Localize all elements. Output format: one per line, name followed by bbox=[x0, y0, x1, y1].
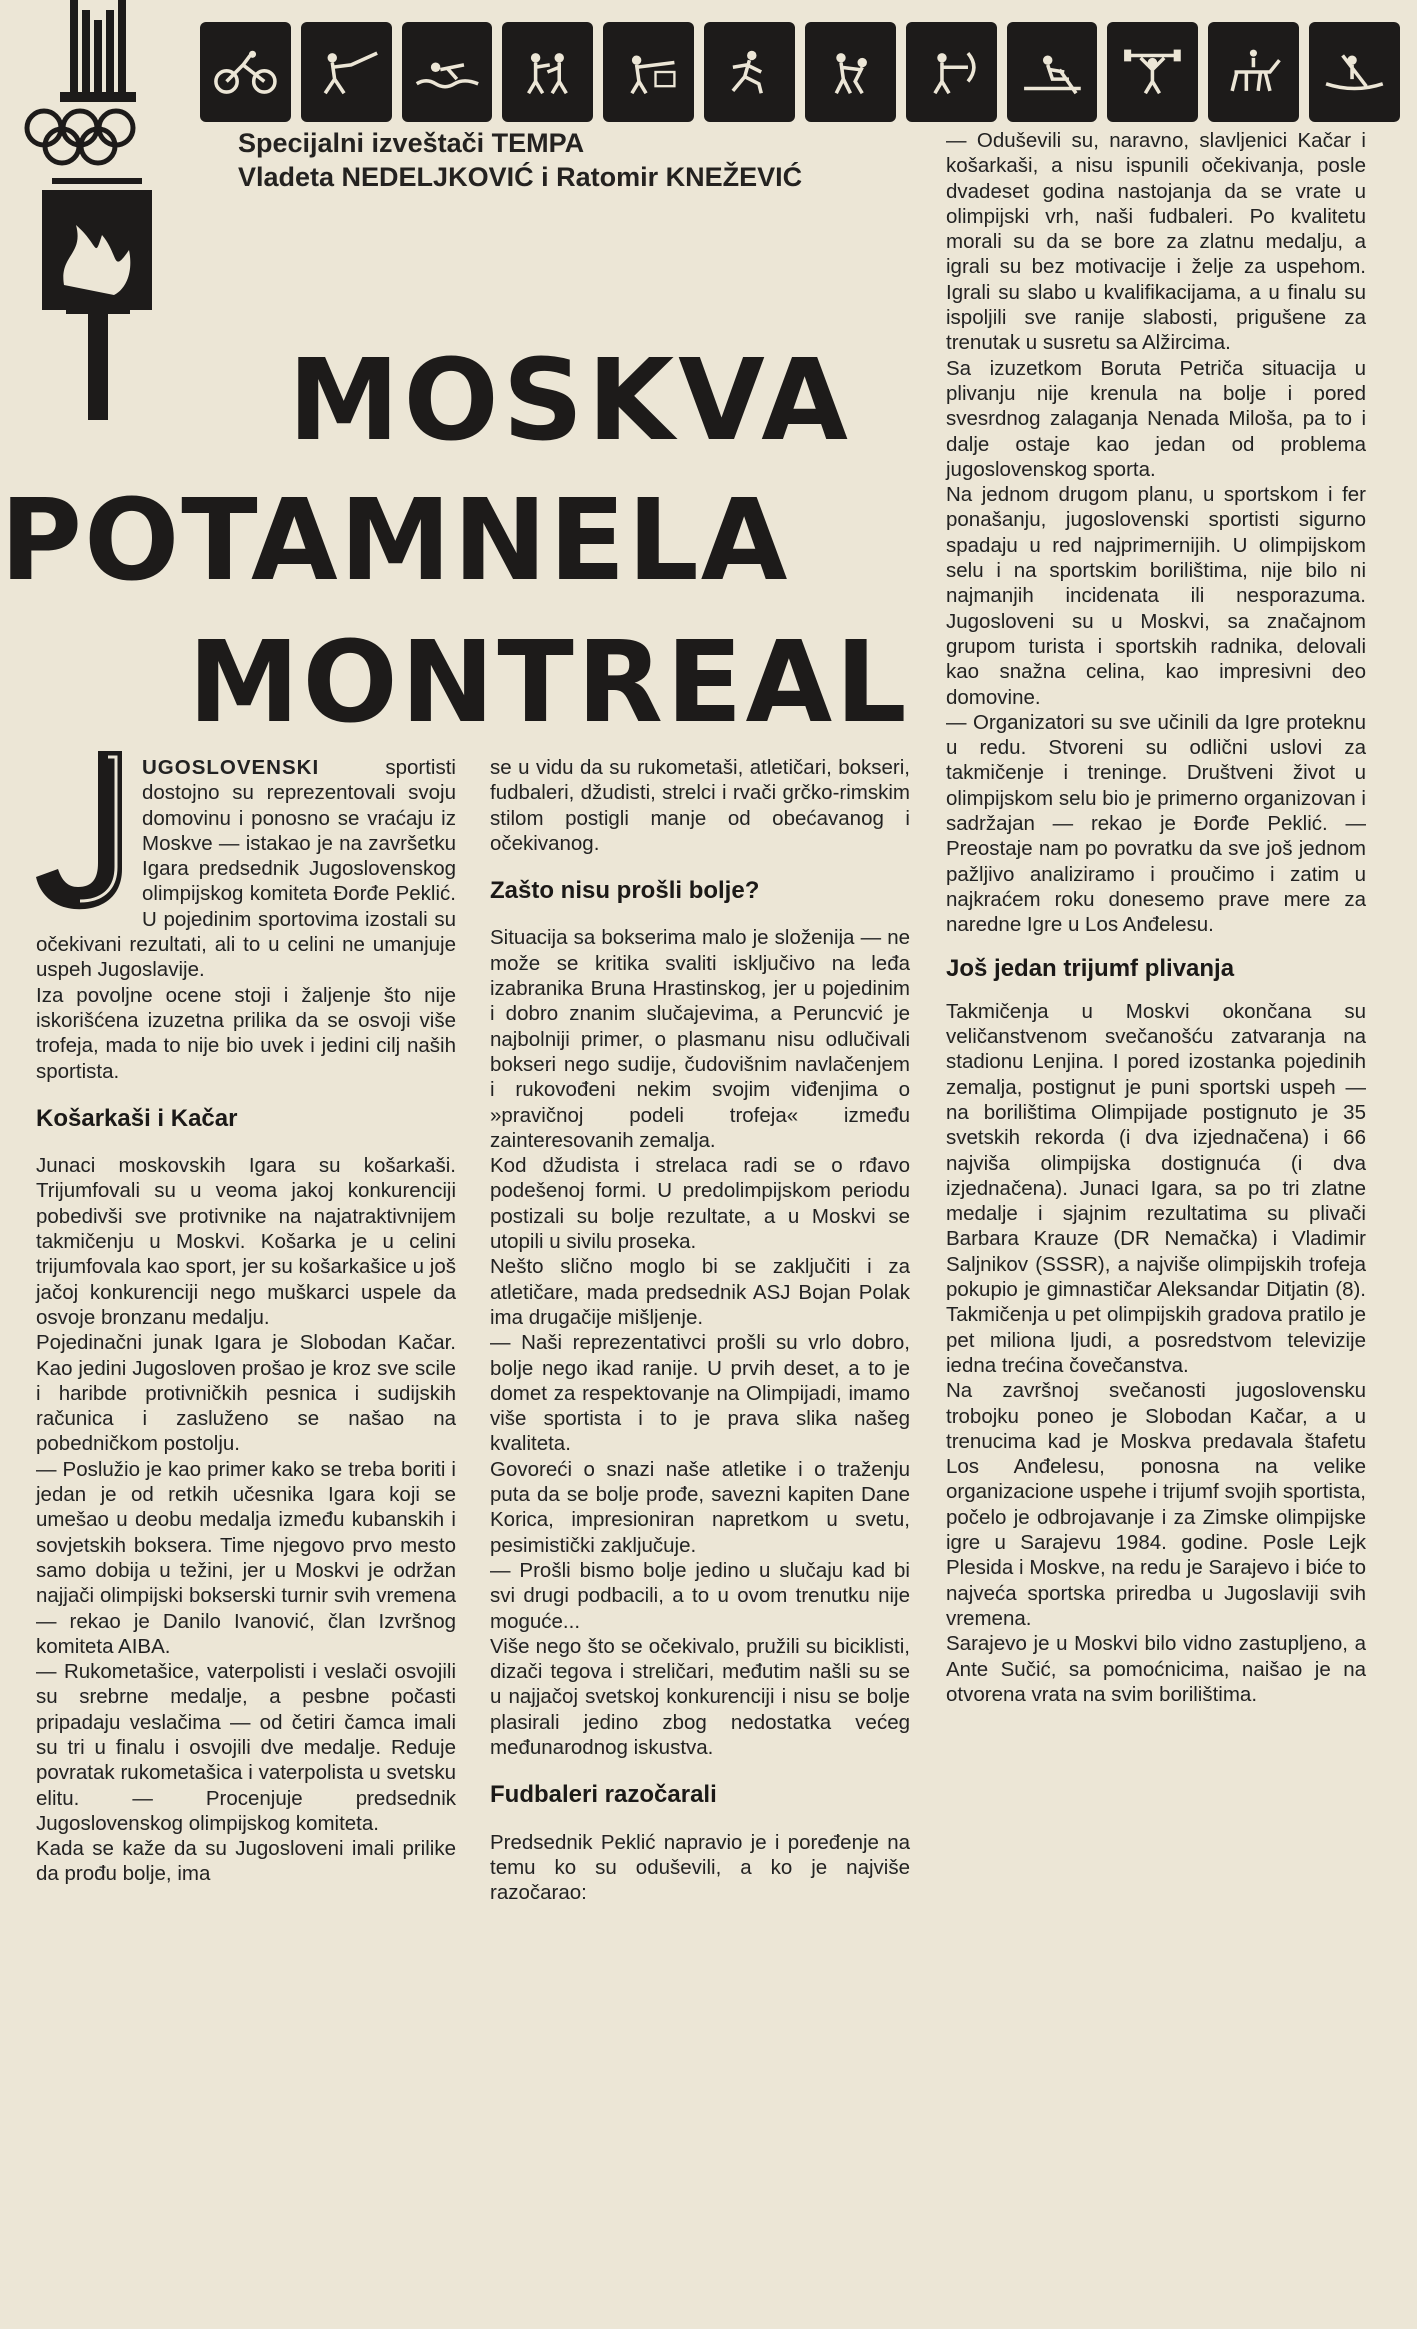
paragraph: Pojedinačni junak Igara je Slobodan Kačar. Kao jedini Jugosloven prošao je kroz sve scile i haribde protivničkih pesnica i sudijskih računica i zasluženo se našao na pobedničkom postolju. bbox=[36, 1331, 456, 1456]
paragraph: Sa izuzetkom Boruta Petriča situacija u plivanju nije krenula na bolje i pored svesrdnog zalaganja Nenada Miloša, pa to i dalje ostaje kao jedan od problema jugoslovenskog sporta. bbox=[946, 356, 1366, 481]
paragraph: — Organizatori su sve učinili da Igre proteknu u redu. Stvoreni su odlični uslovi za takmičenje i treninge. Društveni život u olimpijskom selu bio je primerno organizovan i sadržajan — rekao je Đorđe Peklić. — Preostaje nam po povratku da sve još jednom pažljivo analiziramo i proučimo i zatim u najkraćem roku donesemo prave mere za naredne Igre u Los Anđelesu. bbox=[946, 710, 1366, 937]
olympic-emblem-icon bbox=[4, 0, 194, 420]
paragraph: Nešto slično moglo bi se zaključiti i za atletičare, mada predsednik ASJ Bojan Polak ima drugačije mišljenje. bbox=[490, 1255, 910, 1329]
archery-icon bbox=[906, 22, 997, 122]
subheading: Košarkaši i Kačar bbox=[36, 1104, 238, 1132]
shooting-icon bbox=[603, 22, 694, 122]
paragraph: — Oduševili su, naravno, slavljenici Kačar i košarkaši, a nisu ispunili očekivanja, posle dvadeset godina nastojanja da se vrate u olimpijski vrh, naši fudbaleri. Po kvalitetu morali su da se bore za zlatnu medalju, a igrali su bez motivacije i želje za uspehom. Igrali su slabo u kvalifikacijama, a u finalu su ispoljili sve ranije slabosti, prigušene za trenutak u susretu sa Alžircima. bbox=[946, 129, 1366, 355]
boxing-icon bbox=[502, 22, 593, 122]
paragraph: Predsednik Peklić napravio je i poređenje na temu ko su oduševili, a ko je najviše razočarao: bbox=[490, 1830, 910, 1905]
article-column-1 bbox=[36, 755, 456, 1887]
paragraph: Sarajevo je u Moskvi bilo vidno zastupljeno, a Ante Sučić, sa pomoćnicima, naišao je na otvorena vrata na svim borilištima. bbox=[946, 1632, 1366, 1706]
paragraph: — Prošli bismo bolje jedino u slučaju kad bi svi drugi podbacili, a to u ovom trenutku nije moguće... bbox=[490, 1558, 910, 1633]
paragraph: Više nego što se očekivalo, pružili su biciklisti, dizači tegova i streličari, međutim našli su se u najjačoj svetskoj konkurenciji i nisu se bolje plasirali jedino zbog nedostatka većeg međunarodnog iskustva. bbox=[490, 1634, 910, 1759]
byline-line-1: Specijalni izveštači TEMPA bbox=[238, 128, 585, 158]
paragraph: Kada se kaže da su Jugosloveni imali prilike da prođu bolje, ima bbox=[36, 1837, 456, 1886]
judo-icon bbox=[805, 22, 896, 122]
paragraph: Na završnoj svečanosti jugoslovensku trobojku ponео je Slobodan Kačar, a u trenucima kad je Moskva predavala štafetu Los Anđelesu, ponosna na velike organizacione uspehe i trijumf svojih sportista, počelo je odbrojavanje i za Zimske olimpijske igre u Sarajevu 1984. godine. Posle Lejk Plesida i Moskve, na redu je Sarajevo i biće to najveća sportska priredba u Jugoslaviji svih vremena. bbox=[946, 1379, 1366, 1630]
byline bbox=[238, 126, 802, 194]
paragraph: — Naši reprezentativci prošli su vrlo dobro, bolje nego ikad ranije. U prvih deset, a to je domet za respektovanje na Olimpijadi, imamo više sportista i to je prava slika našeg kvaliteta. bbox=[490, 1331, 910, 1456]
swimming-icon bbox=[402, 22, 493, 122]
weightlifting-icon bbox=[1107, 22, 1198, 122]
fencing-icon bbox=[301, 22, 392, 122]
paragraph: Na jednom drugom planu, u sportskom i fer ponašanju, jugoslovenski sportisti sigurno spadaju u red najprimernijih. U olimpijskom selu i na sportskim borilištima, nije bilo ni najmanjih incidenata ili nesporazuma. Jugosloveni su u Moskvi, sa značajnom grupom turista i sportskih radnika, delovali kao snažna celina, kao impresivni deo domovine. bbox=[946, 483, 1366, 709]
byline-line-2: Vladeta NEDELJKOVIĆ i Ratomir KNEŽEVIĆ bbox=[238, 162, 803, 192]
paragraph: — Rukometašice, vaterpolisti i veslači osvojili su srebrne medalje, a pesbne počasti pripadaju veslačima — od četiri čamca imali su tri u finalu i osvojili dve medalje. Reduje povratak rukometašica i vaterpolista u svetsku elitu. — Procenjuje predsednik Jugoslovenskog olimpijskog komiteta. bbox=[36, 1660, 456, 1835]
sport-pictogram-strip bbox=[200, 22, 1400, 122]
headline-line-2: POTAMNELA bbox=[0, 476, 790, 606]
paragraph: Junaci moskovskih Igara su košarkaši. Trijumfovali su u veoma jakoj konkurenciji pobedivši sve protivnike na najatraktivnijem takmičenju u Moskvi. Košarka je u celini trijumfovala kao sport, jer su košarkašice u još jačoj konkurenciji nego muškarci uspele da osvoje bronzanu medalju. bbox=[36, 1154, 456, 1329]
paragraph: — Poslužio je kao primer kako se treba boriti i jedan je od retkih učesnika Igara koji se umešao u deobu medalja između kubanskih i sovjetskih boksera. Time njegovo prvo mesto samo dobija u težini, jer u Moskvi je održan najjači olimpijski bokserski turnir svih vremena — rekao je Danilo Ivanović, član Izvršnog komiteta AIBA. bbox=[36, 1457, 456, 1658]
equestrian-icon bbox=[1208, 22, 1299, 122]
paragraph: Takmičenja u Moskvi okončana su veličanstvenom svečanošću zatvaranja na stadionu Lenjina. I pored izostanka pojedinih zemalja, postignut je puni sportski uspeh — na borilištima Olimpijade postignuto je 35 svetskih rekorda (i dva izjednačena) i 66 najviša olimpijska dostignuća (i dva izjednačena). Junaci Igara, sa po tri zlatne medalje i sjajnim rezultatima su plivači Barbara Krauze (DR Nemačka) i Vladimir Saljnikov (SSSR), a najviše olimpijskih trofeja pokupio je gimnastičar Aleksandar Ditjatin (8). Takmičenja u pet olimpijskih gradova pratilo je pet miliona ljudi, a posredstvom televizije iedna trećina čovečanstva. bbox=[946, 999, 1366, 1377]
lead-kicker: UGOSLOVENSKI bbox=[142, 756, 320, 779]
lead-paragraph bbox=[36, 755, 456, 983]
headline-line-1: MOSKVA bbox=[288, 336, 852, 466]
running-icon bbox=[704, 22, 795, 122]
article-column-3 bbox=[946, 128, 1366, 1707]
paragraph: Iza povoljne ocene stoji i žaljenje što nije iskorišćena izuzetna prilika da se osvoji više trofeja, mada to nije bio uvek i jedini cilj naših sportista. bbox=[36, 983, 456, 1083]
cycling-icon bbox=[200, 22, 291, 122]
paragraph: Govoreći o snazi naše atletike i o traženju puta da se bolje prođe, savezni kapiten Dane Korica, impresioniran napretkom u svetu, pesimistički zaključuje. bbox=[490, 1457, 910, 1557]
paragraph: Situacija sa bokserima malo je složenija — ne može se kritika svaliti isključivo na leđa izabranika Bruna Hrastinskog, jer u pojedinim i dobro znanim slučajevima, a Peruncvić je najbolniji primer, o plasmanu nisu odlučivali bokseri nego sudije, čudovišnim navlačenjem i rukovođeni nekim svojim viđenjima o »pravičnoj podeli trofeja« između zainteresovanih zemalja. bbox=[490, 926, 910, 1152]
paragraph: Kod džudista i strelaca radi se o rđavo podešenoj formi. U predolimpijskom periodu postizali su bolje rezultate, a u Moskvi se utopili u sivilu proseka. bbox=[490, 1154, 910, 1254]
article-column-2 bbox=[490, 755, 910, 1905]
subheading: Još jedan trijumf plivanja bbox=[946, 954, 1235, 982]
subheading: Fudbaleri razočarali bbox=[490, 1781, 717, 1809]
lead-text: sportisti dostojno su reprezentovali svoju domovinu i ponosno se vraćaju iz Moskve — istakao je na završetku Igara predsednik Jugoslovenskog olimpijskog komiteta Đorđe Peklić. U pojedinim sportovima izostali su očekivani rezultati, ali to u celini ne umanjuje uspeh Jugoslavije. bbox=[36, 756, 456, 982]
canoe-icon bbox=[1309, 22, 1400, 122]
headline-line-3: MONTREAL bbox=[188, 618, 910, 748]
subheading: Zašto nisu prošli bolje? bbox=[490, 877, 760, 905]
rowing-icon bbox=[1007, 22, 1098, 122]
drop-cap-j-icon bbox=[36, 751, 132, 911]
paragraph: se u vidu da su rukometaši, atletičari, bokseri, fudbaleri, džudisti, strelci i rvači grčko-rimskim stilom postigli manje od obećavanog i očekivanog. bbox=[490, 756, 910, 855]
